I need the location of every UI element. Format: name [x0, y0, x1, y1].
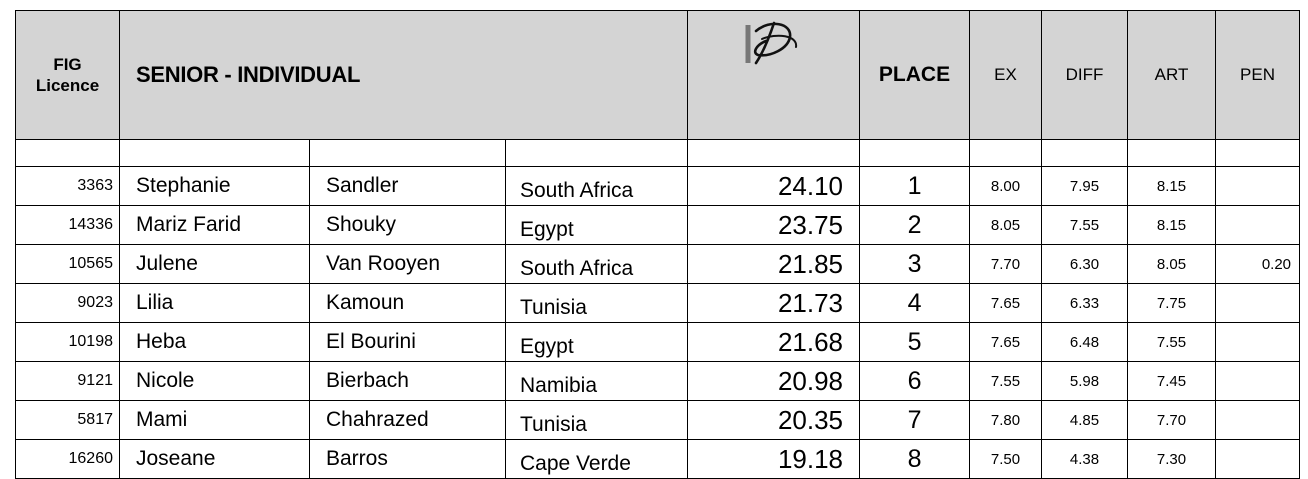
total-score-cell: 21.68 [688, 323, 860, 362]
blank-cell [860, 140, 970, 167]
ex-score-cell: 8.00 [970, 167, 1042, 206]
licence-cell: 16260 [16, 440, 120, 479]
total-score-cell: 20.98 [688, 362, 860, 401]
logo-cell [688, 11, 860, 140]
first-name-cell: Heba [120, 323, 310, 362]
ex-score-cell: 7.65 [970, 284, 1042, 323]
last-name-cell: Bierbach [310, 362, 506, 401]
last-name-cell: Van Rooyen [310, 245, 506, 284]
total-score-cell: 20.35 [688, 401, 860, 440]
last-name-cell: Kamoun [310, 284, 506, 323]
licence-cell: 14336 [16, 206, 120, 245]
place-cell: 5 [860, 323, 970, 362]
place-header: PLACE [860, 11, 970, 140]
pen-score-cell: 0.20 [1216, 245, 1300, 284]
last-name-cell: El Bourini [310, 323, 506, 362]
art-score-cell: 8.15 [1128, 167, 1216, 206]
last-name-cell: Chahrazed [310, 401, 506, 440]
art-score-cell: 7.55 [1128, 323, 1216, 362]
total-score-cell: 21.85 [688, 245, 860, 284]
blank-row [16, 140, 1300, 167]
table-row [16, 323, 1300, 362]
ex-score-cell: 7.55 [970, 362, 1042, 401]
pen-score-cell [1216, 167, 1300, 206]
pen-score-cell [1216, 440, 1300, 479]
place-cell: 6 [860, 362, 970, 401]
first-name-cell: Julene [120, 245, 310, 284]
diff-score-cell: 6.33 [1042, 284, 1128, 323]
licence-header [16, 11, 120, 140]
blank-cell [1216, 140, 1300, 167]
first-name-cell: Stephanie [120, 167, 310, 206]
blank-cell [970, 140, 1042, 167]
country-cell: Tunisia [506, 401, 688, 440]
art-score-cell: 7.75 [1128, 284, 1216, 323]
place-cell: 2 [860, 206, 970, 245]
pen-score-cell [1216, 401, 1300, 440]
table-row [16, 362, 1300, 401]
table-row [16, 284, 1300, 323]
art-score-cell: 7.70 [1128, 401, 1216, 440]
blank-cell [120, 140, 310, 167]
blank-cell [506, 140, 688, 167]
ex-score-cell: 7.50 [970, 440, 1042, 479]
total-score-cell: 21.73 [688, 284, 860, 323]
ex-score-cell: 7.80 [970, 401, 1042, 440]
licence-header-title: FIG [53, 55, 82, 74]
country-cell: Egypt [506, 206, 688, 245]
diff-score-cell: 4.85 [1042, 401, 1128, 440]
ex-score-cell: 7.70 [970, 245, 1042, 284]
ex-header: EX [970, 11, 1042, 140]
licence-cell: 3363 [16, 167, 120, 206]
last-name-cell: Shouky [310, 206, 506, 245]
diff-header: DIFF [1042, 11, 1128, 140]
blank-cell [310, 140, 506, 167]
diff-score-cell: 7.55 [1042, 206, 1128, 245]
total-score-cell: 24.10 [688, 167, 860, 206]
signature-logo-icon [736, 17, 812, 71]
last-name-cell: Barros [310, 440, 506, 479]
pen-header: PEN [1216, 11, 1300, 140]
first-name-cell: Mariz Farid [120, 206, 310, 245]
first-name-cell: Joseane [120, 440, 310, 479]
art-header: ART [1128, 11, 1216, 140]
licence-cell: 10565 [16, 245, 120, 284]
art-score-cell: 7.30 [1128, 440, 1216, 479]
art-score-cell: 7.45 [1128, 362, 1216, 401]
ex-score-cell: 8.05 [970, 206, 1042, 245]
event-title: SENIOR - INDIVIDUAL [120, 11, 688, 140]
licence-cell: 9023 [16, 284, 120, 323]
country-cell: South Africa [506, 245, 688, 284]
header-row [16, 11, 1300, 140]
licence-cell: 10198 [16, 323, 120, 362]
blank-cell [688, 140, 860, 167]
place-cell: 3 [860, 245, 970, 284]
table-row [16, 245, 1300, 284]
table-row [16, 167, 1300, 206]
diff-score-cell: 5.98 [1042, 362, 1128, 401]
licence-header-sub: Licence [35, 76, 100, 95]
place-cell: 4 [860, 284, 970, 323]
country-cell: South Africa [506, 167, 688, 206]
results-table [15, 10, 1300, 479]
country-cell: Namibia [506, 362, 688, 401]
blank-cell [1042, 140, 1128, 167]
place-cell: 8 [860, 440, 970, 479]
first-name-cell: Lilia [120, 284, 310, 323]
art-score-cell: 8.05 [1128, 245, 1216, 284]
table-row [16, 401, 1300, 440]
country-cell: Cape Verde [506, 440, 688, 479]
diff-score-cell: 7.95 [1042, 167, 1128, 206]
first-name-cell: Nicole [120, 362, 310, 401]
pen-score-cell [1216, 206, 1300, 245]
art-score-cell: 8.15 [1128, 206, 1216, 245]
total-score-cell: 19.18 [688, 440, 860, 479]
country-cell: Tunisia [506, 284, 688, 323]
diff-score-cell: 4.38 [1042, 440, 1128, 479]
pen-score-cell [1216, 284, 1300, 323]
blank-cell [16, 140, 120, 167]
place-cell: 1 [860, 167, 970, 206]
total-score-cell: 23.75 [688, 206, 860, 245]
table-row [16, 206, 1300, 245]
country-cell: Egypt [506, 323, 688, 362]
diff-score-cell: 6.30 [1042, 245, 1128, 284]
pen-score-cell [1216, 323, 1300, 362]
diff-score-cell: 6.48 [1042, 323, 1128, 362]
last-name-cell: Sandler [310, 167, 506, 206]
place-cell: 7 [860, 401, 970, 440]
licence-cell: 9121 [16, 362, 120, 401]
table-row [16, 440, 1300, 479]
licence-cell: 5817 [16, 401, 120, 440]
blank-cell [1128, 140, 1216, 167]
first-name-cell: Mami [120, 401, 310, 440]
pen-score-cell [1216, 362, 1300, 401]
ex-score-cell: 7.65 [970, 323, 1042, 362]
